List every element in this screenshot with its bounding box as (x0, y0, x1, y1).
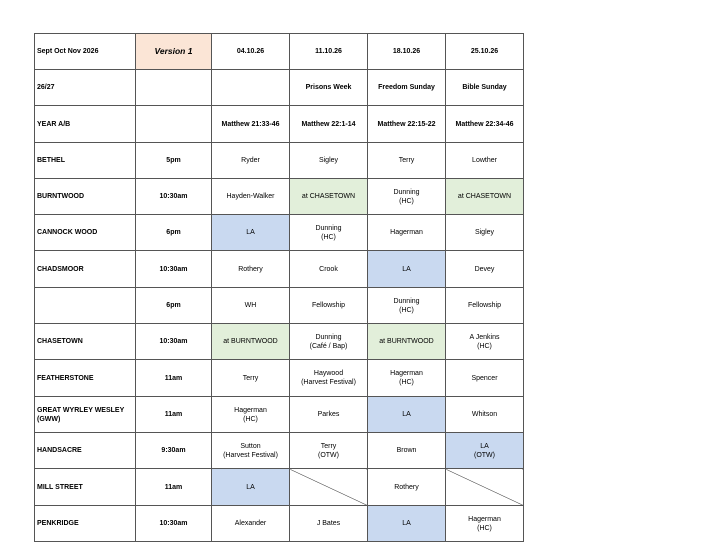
row-label-cell: MILL STREET (35, 469, 136, 506)
table-cell: Whitson (446, 397, 524, 433)
table-cell: Sutton (Harvest Festival) (212, 433, 290, 469)
no-service-cell (290, 469, 368, 506)
table-cell: Hayden-Walker (212, 179, 290, 215)
header-row (35, 106, 524, 143)
table-cell: LA (OTW) (446, 433, 524, 469)
table-cell: Sigley (290, 143, 368, 179)
table-cell: Terry (OTW) (290, 433, 368, 469)
table-cell: J Bates (290, 506, 368, 542)
table-cell (136, 70, 212, 106)
table-cell: Haywood (Harvest Festival) (290, 360, 368, 397)
no-service-cell (446, 469, 524, 506)
row-label-cell: 26/27 (35, 70, 136, 106)
table-row (35, 360, 524, 397)
table-cell: Brown (368, 433, 446, 469)
table-cell: at CHASETOWN (446, 179, 524, 215)
table-cell: Devey (446, 251, 524, 288)
table-cell: A Jenkins (HC) (446, 324, 524, 360)
table-cell: Freedom Sunday (368, 70, 446, 106)
table-cell: Matthew 21:33-46 (212, 106, 290, 143)
row-label-cell (35, 288, 136, 324)
row-label-cell: FEATHERSTONE (35, 360, 136, 397)
table-cell: at BURNTWOOD (368, 324, 446, 360)
table-cell: Matthew 22:1-14 (290, 106, 368, 143)
row-label-cell: BURNTWOOD (35, 179, 136, 215)
header-row (35, 70, 524, 106)
table-cell: Matthew 22:15-22 (368, 106, 446, 143)
table-cell: LA (368, 506, 446, 542)
row-label-cell: BETHEL (35, 143, 136, 179)
table-cell: WH (212, 288, 290, 324)
table-cell: Alexander (212, 506, 290, 542)
table-cell: Ryder (212, 143, 290, 179)
table-cell: LA (368, 251, 446, 288)
table-cell: Rothery (368, 469, 446, 506)
table-row (35, 251, 524, 288)
table-cell: Rothery (212, 251, 290, 288)
table-cell: 25.10.26 (446, 34, 524, 70)
table-cell: Dunning (Café / Bap) (290, 324, 368, 360)
table-cell: Dunning (HC) (290, 215, 368, 251)
table-cell: 11am (136, 360, 212, 397)
table-cell: 5pm (136, 143, 212, 179)
table-cell: Terry (368, 143, 446, 179)
table-cell: 6pm (136, 288, 212, 324)
row-label-cell: YEAR A/B (35, 106, 136, 143)
row-label-cell: CHADSMOOR (35, 251, 136, 288)
table-cell: 10:30am (136, 179, 212, 215)
table-cell: 10:30am (136, 324, 212, 360)
table-row (35, 215, 524, 251)
table-cell: Matthew 22:34-46 (446, 106, 524, 143)
table-cell: Prisons Week (290, 70, 368, 106)
table-cell: 11am (136, 397, 212, 433)
table-row (35, 506, 524, 542)
table-cell: Terry (212, 360, 290, 397)
table-cell: LA (212, 215, 290, 251)
table-row (35, 288, 524, 324)
table-cell: 10:30am (136, 251, 212, 288)
row-label-cell: CANNOCK WOOD (35, 215, 136, 251)
table-cell: 10:30am (136, 506, 212, 542)
row-label-cell: HANDSACRE (35, 433, 136, 469)
table-cell: 04.10.26 (212, 34, 290, 70)
table-cell: 11am (136, 469, 212, 506)
table-cell: Hagerman (HC) (446, 506, 524, 542)
table-cell: at CHASETOWN (290, 179, 368, 215)
table-cell: LA (368, 397, 446, 433)
table-cell: LA (212, 469, 290, 506)
table-cell: 9:30am (136, 433, 212, 469)
table-row (35, 433, 524, 469)
table-cell: Spencer (446, 360, 524, 397)
table-cell: 11.10.26 (290, 34, 368, 70)
table-cell: Hagerman (HC) (368, 360, 446, 397)
table-cell (212, 70, 290, 106)
table-cell: Hagerman (HC) (212, 397, 290, 433)
table-cell: Fellowship (446, 288, 524, 324)
table-row (35, 324, 524, 360)
table-row (35, 143, 524, 179)
table-row (35, 469, 524, 506)
table-cell: Dunning (HC) (368, 288, 446, 324)
header-row (35, 34, 524, 70)
table-cell: 18.10.26 (368, 34, 446, 70)
table-cell: Sigley (446, 215, 524, 251)
rota-table (34, 33, 524, 542)
row-label-cell: Sept Oct Nov 2026 (35, 34, 136, 70)
table-cell: Hagerman (368, 215, 446, 251)
table-cell: Dunning (HC) (368, 179, 446, 215)
table-cell: Version 1 (136, 34, 212, 70)
row-label-cell: CHASETOWN (35, 324, 136, 360)
table-row (35, 179, 524, 215)
table-cell: at BURNTWOOD (212, 324, 290, 360)
row-label-cell: GREAT WYRLEY WESLEY (GWW) (35, 397, 136, 433)
table-cell: Lowther (446, 143, 524, 179)
table-cell: Bible Sunday (446, 70, 524, 106)
row-label-cell: PENKRIDGE (35, 506, 136, 542)
table-row (35, 397, 524, 433)
table-cell: Fellowship (290, 288, 368, 324)
table-cell: 6pm (136, 215, 212, 251)
table-cell: Parkes (290, 397, 368, 433)
table-cell: Crook (290, 251, 368, 288)
table-cell (136, 106, 212, 143)
